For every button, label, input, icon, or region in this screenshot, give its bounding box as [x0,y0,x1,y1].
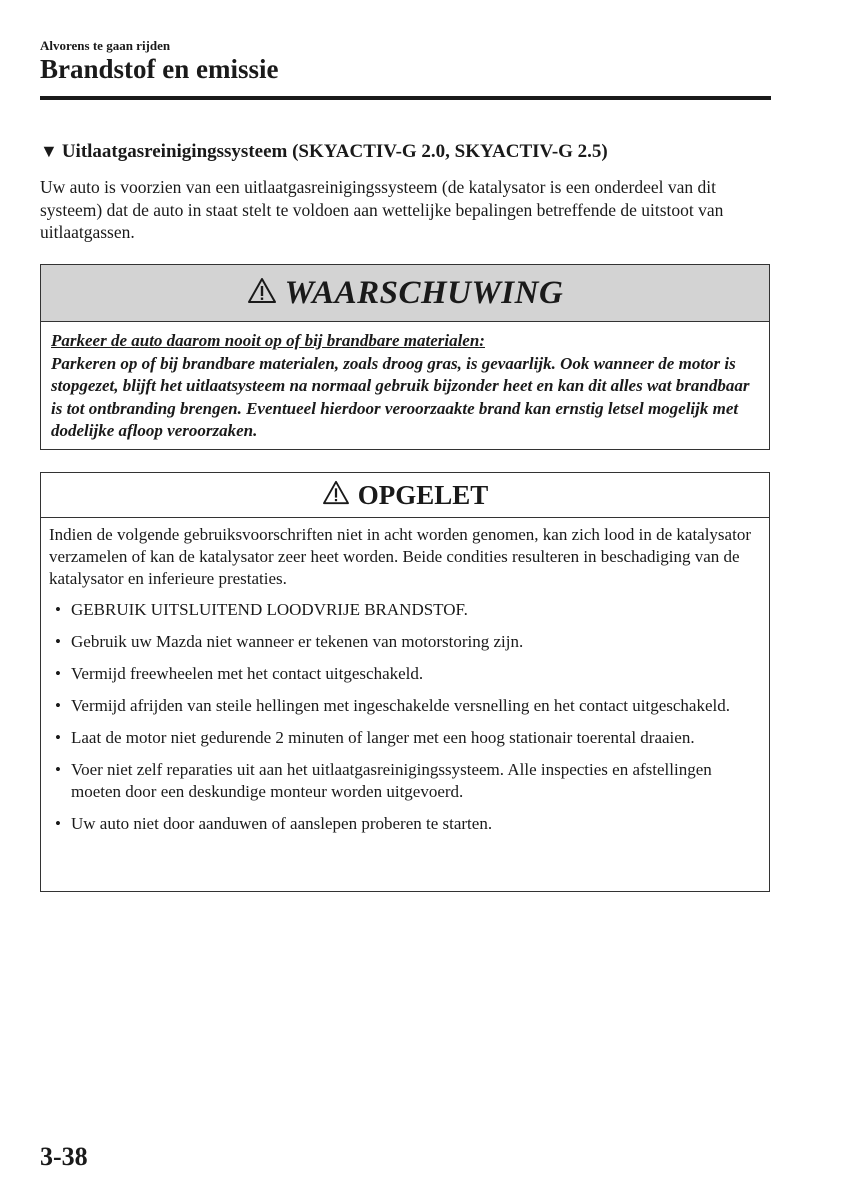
list-item: • Vermijd afrijden van steile hellingen met ingeschakelde versnelling en het contact uitgeschakeld. [49,695,759,717]
warning-triangle-icon [247,277,277,309]
section-intro: Uw auto is voorzien van een uitlaatgasreinigingssysteem (de katalysator is een onderdeel van dit systeem) dat de auto in staat stelt te voldoen aan wettelijke bepalingen betreffende de uitstoot van uitlaatgassen. [40,177,724,242]
list-item: • Voer niet zelf reparaties uit aan het uitlaatgasreinigingssysteem. Alle inspecties en afstellingen moeten door een deskundige monteur worden uitgevoerd. [49,759,759,803]
list-item: • GEBRUIK UITSLUITEND LOODVRIJE BRANDSTOF. [49,599,759,621]
caution-header [41,473,769,518]
warning-title: WAARSCHUWING [284,274,564,311]
warning-text: Parkeren op of bij brandbare materialen, zoals droog gras, is gevaarlijk. Ook wanneer de motor is stopgezet, blijft het uitlaatsysteem na normaal gebruik bijzonder heet en kan dit alles wat brandbaar is tot ontbranding brengen. Eventueel hierdoor veroorzaakte brand kan ernstig letsel mogelijk met dodelijke afloop veroorzaken. [51,353,750,440]
triangle-down-icon: ▼ [40,140,58,161]
title-divider [40,96,771,100]
caution-body [41,518,769,835]
warning-box [40,264,770,450]
warning-header [41,265,769,322]
warning-body [41,322,769,443]
list-item: • Gebruik uw Mazda niet wanneer er tekenen van motorstoring zijn. [49,631,759,653]
warning-subheading: Parkeer de auto daarom nooit op of bij brandbare materialen: [51,331,485,350]
caution-list [49,599,759,835]
page-title: Brandstof en emissie [40,54,279,84]
caution-intro: Indien de volgende gebruiksvoorschriften niet in acht worden genomen, kan zich lood in de katalysator verzamelen of kan de katalysator zeer heet worden. Beide condities resulteren in beschadiging van de katalysator en inferieure prestaties. [49,525,751,588]
warning-triangle-icon [322,480,350,510]
list-item: • Uw auto niet door aanduwen of aanslepen proberen te starten. [49,813,759,835]
list-item: • Laat de motor niet gedurende 2 minuten of langer met een hoog stationair toerental draaien. [49,727,759,749]
section-heading-text: Uitlaatgasreinigingssysteem (SKYACTIV-G 2.0, SKYACTIV-G 2.5) [61,141,608,162]
caution-title: OPGELET [357,479,489,510]
page-number: 3-38 [40,1142,88,1171]
list-item: • Vermijd freewheelen met het contact uitgeschakeld. [49,663,759,685]
section-heading [40,141,608,163]
caution-box [40,472,770,892]
breadcrumb: Alvorens te gaan rijden [40,38,171,53]
